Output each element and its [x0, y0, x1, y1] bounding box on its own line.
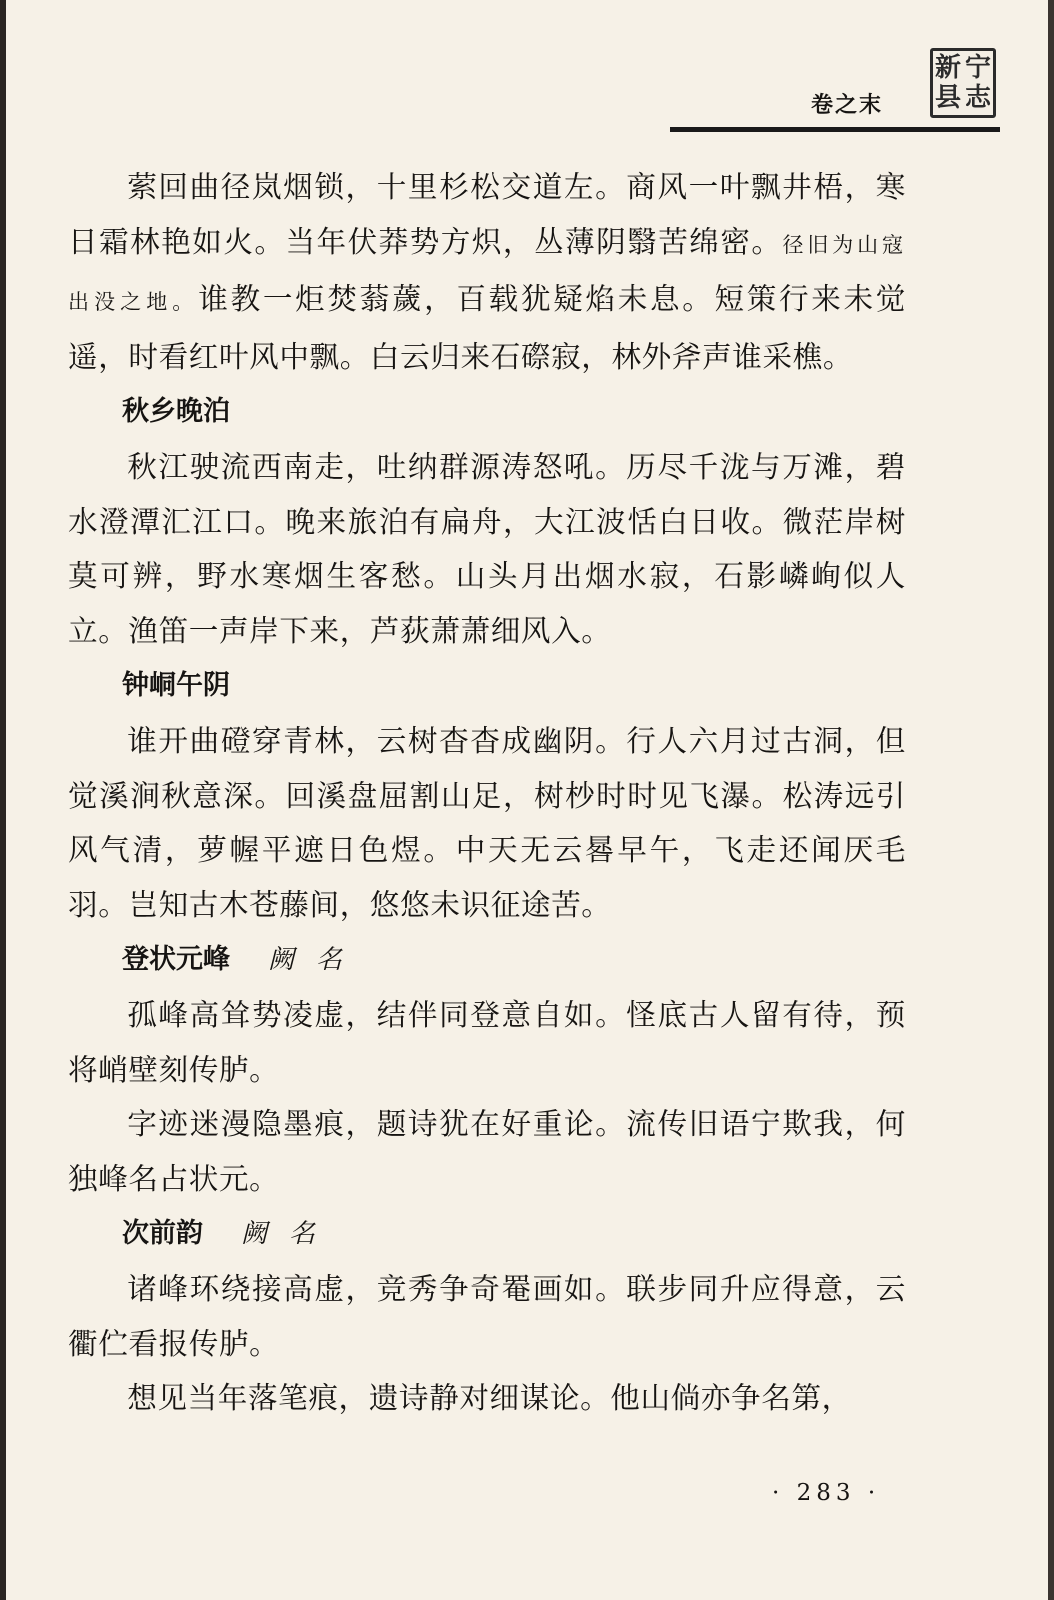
- header-rule: [670, 127, 1000, 132]
- author-anonymous: 阙名: [241, 1219, 338, 1249]
- poem-paragraph: 孤峰高耸势凌虚，结伴同登意自如。怪底古人留有待，预将峭壁刻传胪。: [68, 998, 906, 1087]
- scan-edge-left: [0, 0, 6, 1600]
- poem-text: 谁教一炬焚蓊薉，百载犹疑焰未息。短策行来未觉遥，时看红叶风中飘。白云归来石磜寂，林外斧声谁采樵。: [68, 282, 907, 374]
- running-title: 卷之末: [811, 93, 884, 118]
- seal-char: 宁: [964, 53, 991, 83]
- poem-title-line: [68, 1206, 906, 1262]
- page-number: · 283 ·: [772, 1480, 881, 1506]
- poem-title: 登状元峰: [122, 944, 230, 975]
- poem-title: 秋乡晚泊: [122, 396, 230, 427]
- annotation-note: 径旧为山寇出没之地。: [68, 232, 906, 314]
- poem-paragraph: 秋江驶流西南走，吐纳群源涛怒吼。历尽千泷与万滩，碧水澄潭汇江口。晚来旅泊有扁舟，大江波恬白日收。微茫岸树莫可辨，野水寒烟生客愁。山头月出烟水寂，石影嶙峋似人立。渔笛一声岸下来，芦荻萧萧细风入。: [68, 450, 906, 648]
- poem-title-line: [68, 932, 906, 988]
- poem-paragraph: 字迹迷漫隐墨痕，题诗犹在好重论。流传旧语宁欺我，何独峰名占状元。: [68, 1107, 906, 1196]
- author-anonymous: 阙名: [268, 945, 365, 975]
- poem-title: 次前韵: [122, 1218, 203, 1249]
- seal-char: 新: [934, 53, 961, 83]
- scan-edge-right: [1048, 0, 1054, 1600]
- poem-paragraph: 诸峰环绕接高虚，竞秀争奇罨画如。联步同升应得意，云衢伫看报传胪。: [68, 1272, 906, 1361]
- poem-paragraph: [68, 160, 906, 384]
- seal-stamp-icon: [930, 48, 996, 118]
- text-body: [68, 160, 906, 1426]
- poem-title: 钟峒午阴: [122, 670, 230, 701]
- seal-char: 志: [964, 83, 991, 113]
- poem-text: 萦回曲径岚烟锁，十里杉松交道左。商风一叶飘井梧，寒日霜林艳如火。当年伏莽势方炽，丛薄阴翳苦绵密。: [68, 170, 906, 259]
- seal-char: 县: [934, 83, 961, 113]
- poem-paragraph: 想见当年落笔痕，遗诗静对细谋论。他山倘亦争名第，: [127, 1381, 852, 1415]
- poem-paragraph: 谁开曲磴穿青林，云树杳杳成幽阴。行人六月过古洞，但觉溪涧秋意深。回溪盘屈割山足，树杪时时见飞瀑。松涛远引风气清，萝幄平遮日色煜。中天无云晷早午，飞走还闻厌毛羽。岂知古木苍藤间，悠悠未识征途苦。: [68, 724, 906, 922]
